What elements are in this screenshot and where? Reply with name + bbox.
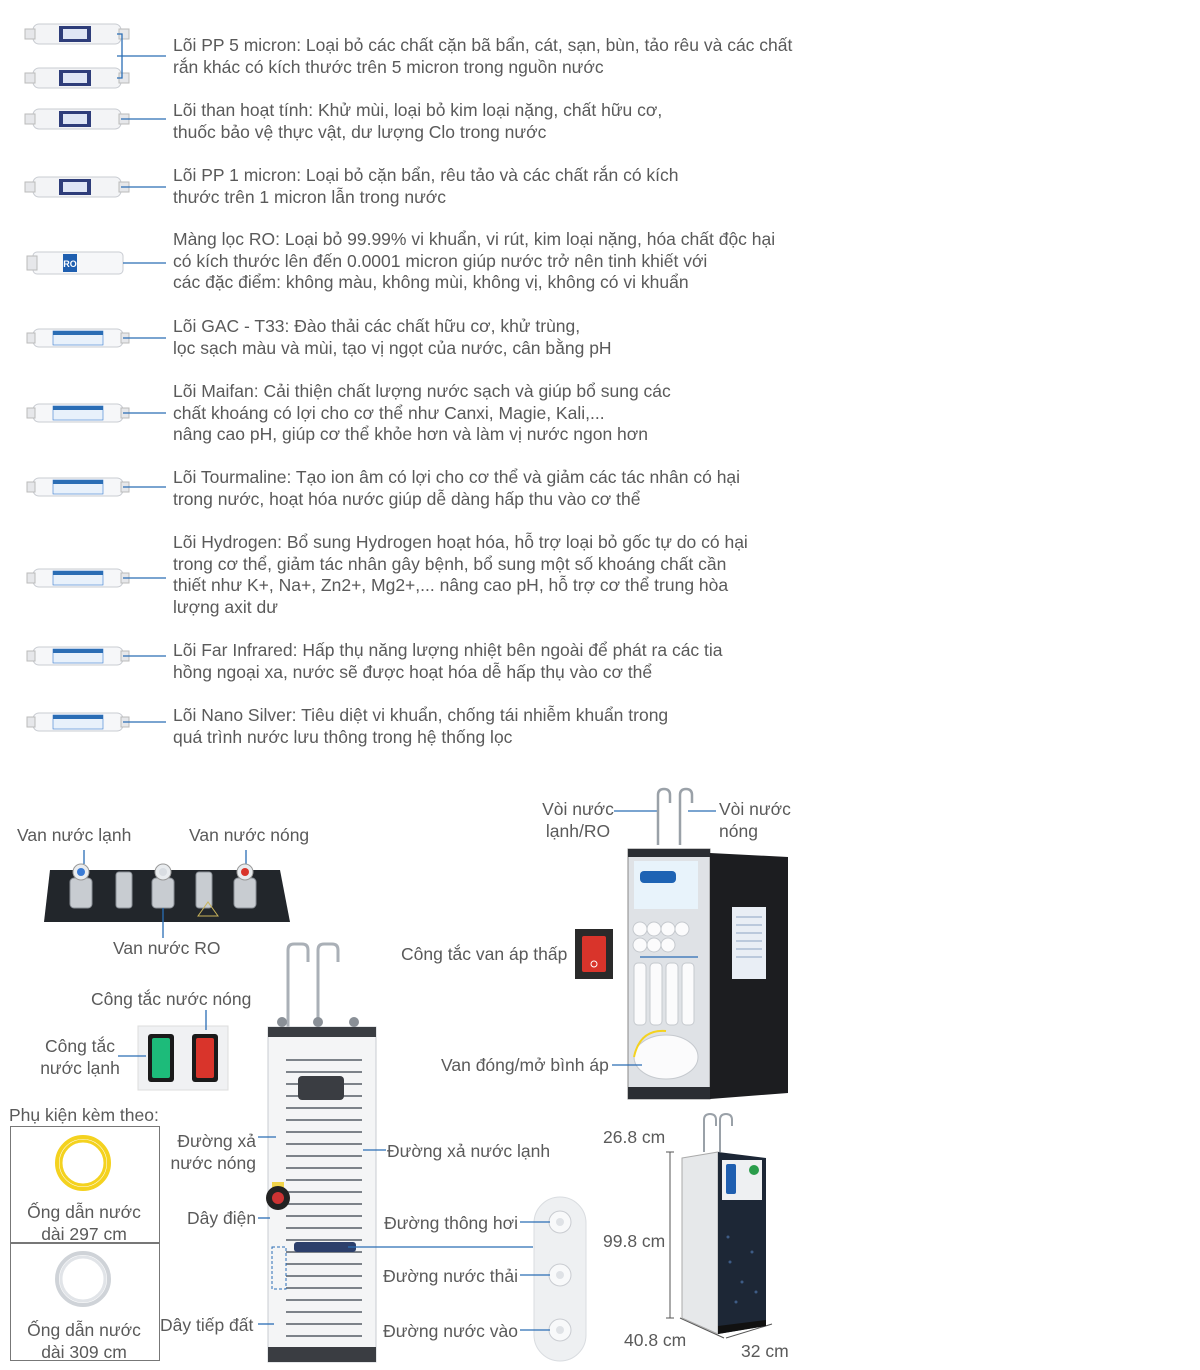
cold-drain-label: Đường xả nước lạnh bbox=[387, 1141, 551, 1161]
cold-switch-label: Công tắc nước lạnh bbox=[40, 1036, 120, 1078]
hot-switch-icon bbox=[196, 1038, 214, 1078]
inlet-line-label: Đường nước vào bbox=[383, 1321, 518, 1341]
filter-description: Màng lọc RO: Loại bỏ 99.99% vi khuẩn, vi rút, kim loại nặng, hóa chất độc hại có kích thước lên đến 0.0001 micron giúp nước trở nên tinh khiết với các đặc điểm: không màu, không mùi, không vị, không có vi khuẩn bbox=[173, 229, 776, 293]
low-pressure-switch-label: Công tắc van áp thấp bbox=[401, 944, 568, 964]
filter-description: Lõi Nano Silver: Tiêu diệt vi khuẩn, chống tái nhiễm khuẩn trong quá trình nước lưu thông trong hệ thống lọc bbox=[173, 705, 669, 747]
filter-description: Lõi Hydrogen: Bổ sung Hydrogen hoạt hóa, hỗ trợ loại bỏ gốc tự do có hại trong cơ thể, giảm tác nhân gây bệnh, bổ sung một số khoáng chất cần thiết như K+, Na+, Zn2+, Mg2+,... nâng cao pH, hỗ trợ cơ thể trung hòa lượng axit dư bbox=[173, 532, 748, 618]
hot-valve-label: Van nước nóng bbox=[189, 825, 310, 845]
filter-description: Lõi than hoạt tính: Khử mùi, loại bỏ kim loại nặng, chất hữu cơ, thuốc bảo vệ thực vật, dư lượng Clo trong nước bbox=[173, 100, 663, 142]
far-infrared-cartridge-image bbox=[25, 643, 175, 673]
white-tube-image bbox=[51, 1247, 121, 1317]
pp1-cartridge-image bbox=[25, 174, 175, 204]
filter-description: Lõi PP 5 micron: Loại bỏ các chất cặn bã bẩn, cát, sạn, bùn, tảo rêu và các chất rắn khác có kích thước trên 5 micron trong nguồn nước bbox=[173, 35, 793, 77]
unit-rear-image bbox=[258, 942, 398, 1362]
ports-image bbox=[518, 1195, 588, 1365]
power-cord-label: Dây điện bbox=[187, 1208, 257, 1228]
tap-hot-label: Vòi nước nóng bbox=[719, 799, 791, 841]
dim-width-label: 32 cm bbox=[741, 1341, 789, 1361]
accessories-title: Phụ kiện kèm theo: bbox=[9, 1105, 159, 1125]
filter-description: Lõi PP 1 micron: Loại bỏ cặn bẩn, rêu tảo và các chất rắn có kích thước trên 1 micron lẫn trong nước bbox=[173, 165, 679, 207]
ro-mark: RO bbox=[63, 259, 77, 269]
hydrogen-cartridge-image bbox=[25, 565, 175, 595]
waste-line-label: Đường nước thải bbox=[383, 1266, 518, 1286]
dim-depth-label: 40.8 cm bbox=[624, 1330, 687, 1350]
gac-cartridge-image bbox=[25, 325, 175, 355]
ro-membrane-image bbox=[25, 250, 175, 280]
ground-wire-label: Dây tiếp đất bbox=[160, 1315, 254, 1335]
hot-drain-label: Đường xả nước nóng bbox=[170, 1131, 256, 1173]
filter-description: Lõi Far Infrared: Hấp thụ năng lượng nhiệt bên ngoài để phát ra các tia hồng ngoại xa, nước sẽ được hoạt hóa dễ hấp thụ vào cơ thể bbox=[173, 640, 723, 682]
cold-valve-icon bbox=[77, 868, 85, 876]
vent-line-label: Đường thông hơi bbox=[384, 1213, 518, 1233]
filter-description: Lõi Tourmaline: Tạo ion âm có lợi cho cơ thể và giảm các tác nhân có hại trong nước, hoạt hóa nước giúp dễ dàng hấp thu vào cơ thể bbox=[173, 467, 741, 509]
unit-dimensions-image bbox=[660, 1112, 800, 1342]
yellow-tube-image bbox=[51, 1129, 121, 1199]
cold-switch-icon bbox=[152, 1038, 170, 1078]
dim-top-label: 26.8 cm bbox=[603, 1127, 666, 1147]
filter-description: Lõi Maifan: Cải thiện chất lượng nước sạch và giúp bổ sung các chất khoáng có lợi cho cơ thể như Canxi, Magie, Kali,... nâng cao pH, giúp cơ thể khỏe hơn và làm vị nước ngon hơn bbox=[173, 381, 671, 445]
hot-switch-label: Công tắc nước nóng bbox=[91, 989, 252, 1009]
nano-silver-cartridge-image bbox=[25, 709, 175, 739]
accessory-yellow-tube bbox=[10, 1126, 160, 1244]
white-tube-label: Ống dẫn nước dài 309 cm bbox=[27, 1320, 141, 1362]
ro-valve-label: Van nước RO bbox=[113, 938, 221, 958]
pp5-cartridge-image bbox=[25, 20, 155, 120]
carbon-cartridge-image bbox=[25, 106, 175, 136]
maifan-cartridge-image bbox=[25, 400, 175, 430]
dim-height-label: 99.8 cm bbox=[603, 1231, 666, 1251]
low-pressure-switch-icon bbox=[574, 928, 614, 980]
tap-cold-ro-label: Vòi nước lạnh/RO bbox=[542, 799, 614, 841]
accessory-white-tube bbox=[10, 1242, 160, 1361]
hot-valve-icon bbox=[241, 868, 249, 876]
valve-panel-image bbox=[40, 850, 300, 920]
switches-image bbox=[118, 1010, 228, 1090]
filter-description: Lõi GAC - T33: Đào thải các chất hữu cơ, khử trùng, lọc sạch màu và mùi, tạo vị ngọt của nước, cân bằng pH bbox=[173, 316, 612, 358]
tank-valve-label: Van đóng/mở bình áp bbox=[441, 1055, 609, 1075]
ro-valve-icon bbox=[159, 868, 167, 876]
tourmaline-cartridge-image bbox=[25, 474, 175, 504]
yellow-tube-label: Ống dẫn nước dài 297 cm bbox=[27, 1202, 141, 1244]
cold-valve-label: Van nước lạnh bbox=[17, 825, 132, 845]
